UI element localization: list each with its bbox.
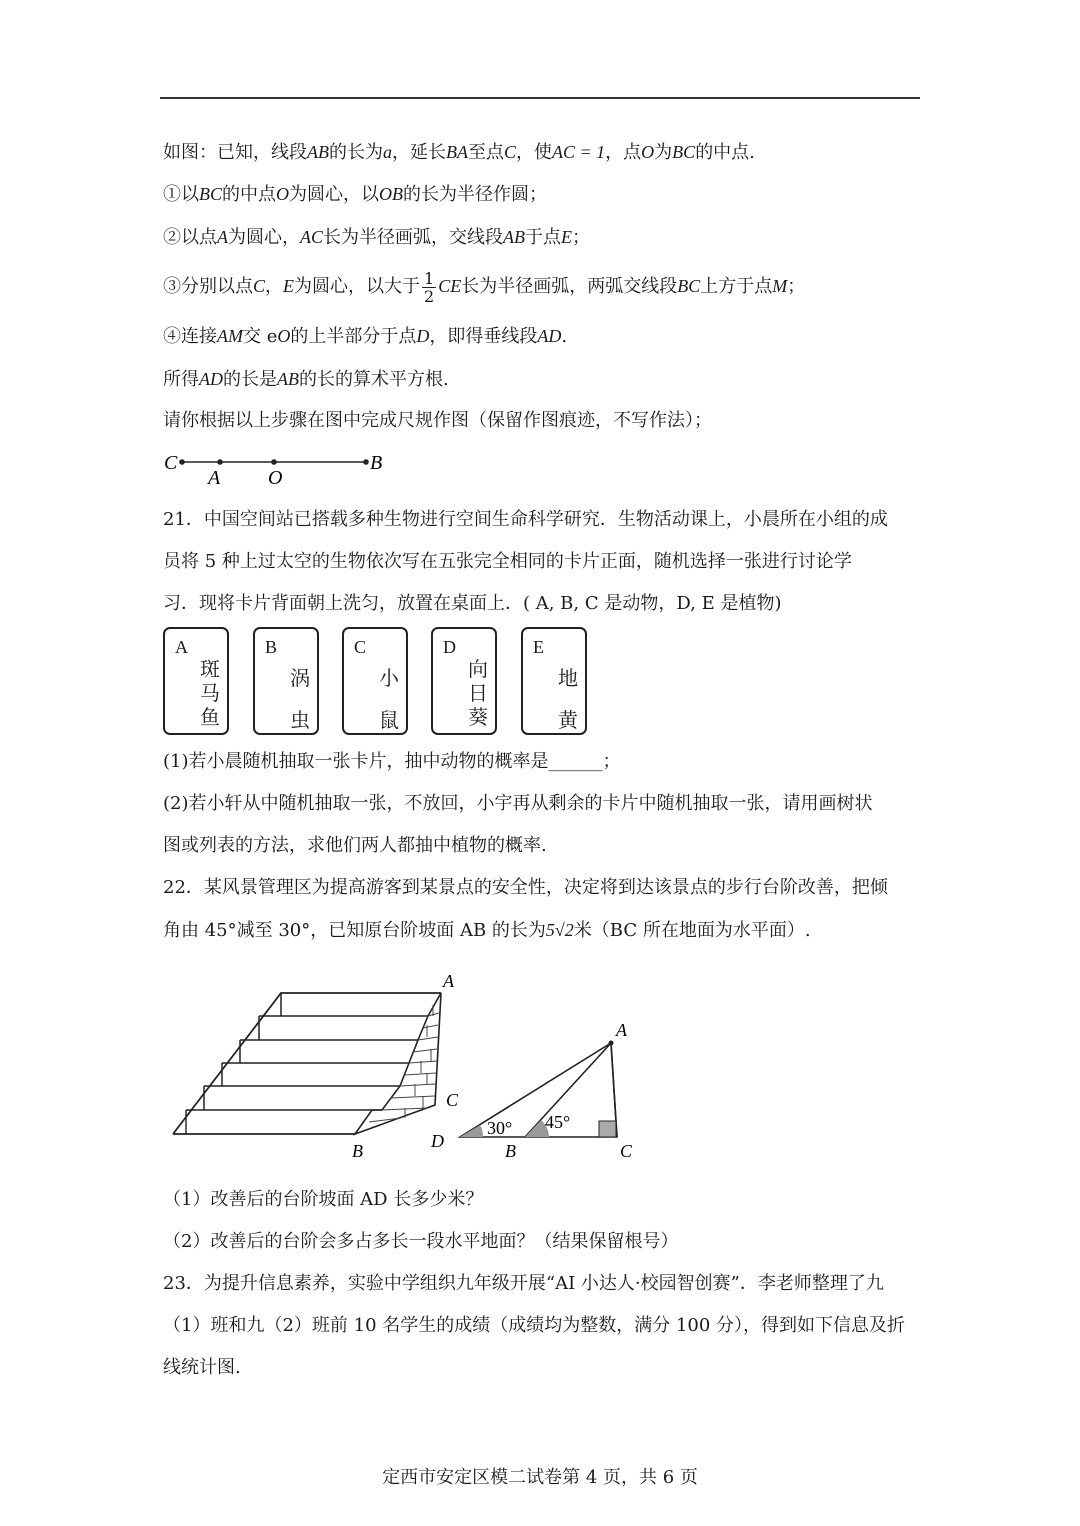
card-name: 向日葵 <box>468 657 488 729</box>
card-e <box>521 627 587 735</box>
stairs-figure <box>165 965 465 1165</box>
card-letter: B <box>265 637 278 657</box>
header-rule <box>160 97 920 99</box>
q20-segment-figure <box>160 445 400 490</box>
stairs-label-a: A <box>443 971 454 991</box>
q22-line2: 角由 45°减至 30°，已知原台阶坡面 AB 的长为5√2米（BC 所在地面为水平面）. <box>163 920 811 941</box>
tri-label-c: C <box>620 1141 633 1161</box>
angle-mark-30 <box>460 1125 483 1137</box>
card-b <box>253 627 319 735</box>
card-letter: A <box>175 637 188 657</box>
point-a <box>217 459 223 465</box>
q20-step3: ③分别以点C，E为圆心，以大于 $\frac{1}{2}$ CE长为半径画弧，两弧交线段BC上方于点M； <box>163 268 806 306</box>
card-name: 涡虫 <box>290 666 310 732</box>
page-footer: 定西市安定区模二试卷第 4 页，共 6 页 <box>382 1467 698 1488</box>
card-letter: D <box>443 637 456 657</box>
label-c: C <box>164 452 178 474</box>
q20-result: 所得AD的长是AB的长的算术平方根. <box>163 369 449 390</box>
card-letter: C <box>354 637 367 657</box>
triangle-figure <box>425 1015 650 1165</box>
q21-line2: 员将 5 种上过太空的生物依次写在五张完全相同的卡片正面，随机选择一张进行讨论学 <box>163 551 852 572</box>
card-name: 地黄 <box>558 666 578 732</box>
q21-line3: 习．现将卡片背面朝上洗匀，放置在桌面上．( A, B, C 是动物，D, E 是植物) <box>163 593 782 614</box>
card-a <box>163 627 229 735</box>
q23-line1: 23．为提升信息素养，实验中学组织九年级开展“AI 小达人·校园智创赛”．李老师整理了九 <box>163 1273 884 1294</box>
q21-part2-line1: (2)若小轩从中随机抽取一张，不放回，小宇再从剩余的卡片中随机抽取一张，请用画树状 <box>163 793 873 814</box>
q21-line1: 21．中国空间站已搭载多种生物进行空间生命科学研究．生物活动课上，小晨所在小组的成 <box>163 509 888 530</box>
q20-instruction: 请你根据以上步骤在图中完成尺规作图（保留作图痕迹，不写作法）； <box>163 410 712 431</box>
q20-step2: ②以点A为圆心，AC长为半径画弧，交线段AB于点E； <box>163 227 591 248</box>
tri-label-b: B <box>505 1141 516 1161</box>
angle-label-30: 30° <box>487 1118 513 1138</box>
stairs-label-c: C <box>446 1090 459 1110</box>
label-o: O <box>268 467 283 489</box>
q22-line1: 22．某风景管理区为提高游客到某景点的安全性，决定将到达该景点的步行台阶改善，把倾 <box>163 877 888 898</box>
q20-intro: 如图：已知，线段AB的长为a，延长BA至点C，使AC = 1，点O为BC的中点. <box>163 142 755 163</box>
q20-step1: ①以BC的中点O为圆心，以OB的长为半径作圆； <box>163 184 548 205</box>
right-angle-mark <box>599 1121 616 1137</box>
card-name: 斑马鱼 <box>200 657 220 729</box>
q23-line2: （1）班和九（2）班前 10 名学生的成绩（成绩均为整数，满分 100 分），得到如下信息及折 <box>163 1315 906 1336</box>
tri-label-d: D <box>431 1131 444 1151</box>
point-a <box>609 1041 614 1046</box>
q22-part2: （2）改善后的台阶会多占多长一段水平地面？（结果保留根号） <box>163 1231 679 1252</box>
card-name: 小鼠 <box>379 666 399 732</box>
label-b: B <box>370 452 383 474</box>
label-a: A <box>208 467 221 489</box>
card-letter: E <box>533 637 544 657</box>
point-b <box>363 459 369 465</box>
fraction-one-half: $\frac{1}{2}$ <box>424 268 435 306</box>
q22-part1: （1）改善后的台阶坡面 AD 长多少米？ <box>163 1189 484 1210</box>
q21-part1: (1)若小晨随机抽取一张卡片，抽中动物的概率是______； <box>163 751 621 772</box>
point-c <box>179 459 185 465</box>
q20-step4: ④连接AM交 eO的上半部分于点D，即得垂线段AD. <box>163 326 568 347</box>
point-o <box>271 459 277 465</box>
stair-steps <box>186 993 428 1110</box>
root-value: 5√2 <box>545 920 574 940</box>
tri-label-a: A <box>616 1020 627 1040</box>
card-c <box>342 627 408 735</box>
q23-line3: 线统计图. <box>163 1357 241 1378</box>
angle-label-45: 45° <box>545 1112 571 1132</box>
q21-part2-line2: 图或列表的方法，求他们两人都抽中植物的概率. <box>163 835 547 856</box>
card-d <box>431 627 497 735</box>
stairs-label-b: B <box>352 1141 363 1161</box>
